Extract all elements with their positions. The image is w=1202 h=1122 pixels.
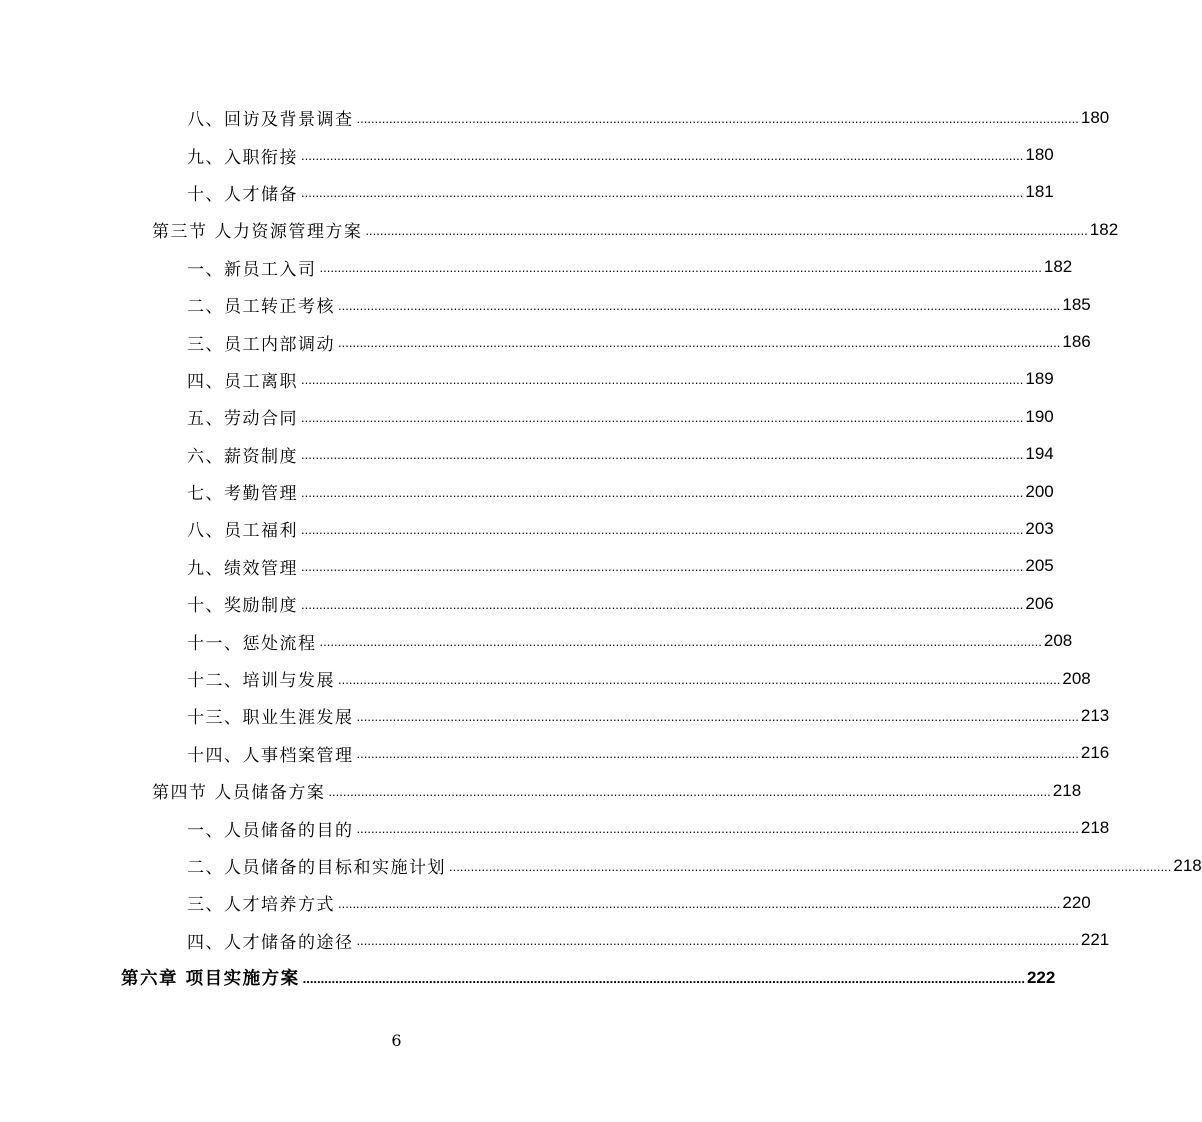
- toc-entry-page: 220: [1062, 892, 1091, 912]
- toc-entry[interactable]: [187, 136, 1054, 173]
- toc-entry[interactable]: [187, 922, 1110, 959]
- toc-entry-page: 182: [1089, 219, 1119, 239]
- dot-leader: ........................................................................................................................................................................................................: [338, 895, 1061, 911]
- toc-entry-title: 十、人才储备: [187, 184, 298, 205]
- toc-entry-title: 第三节 人力资源管理方案: [152, 222, 363, 243]
- toc-entry[interactable]: [187, 735, 1110, 772]
- toc-entry-title: 十、奖励制度: [187, 596, 298, 617]
- toc-entry-title: 一、人员储备的目的: [187, 820, 354, 841]
- toc-entry-page: 189: [1025, 369, 1054, 389]
- toc-entry-title: 七、考勤管理: [187, 484, 298, 505]
- toc-entry-page: 185: [1062, 294, 1091, 314]
- toc-entry[interactable]: [187, 510, 1054, 547]
- dot-leader: ........................................................................................................................................................................................................: [301, 484, 1024, 500]
- toc-entry-title: 九、入职衔接: [187, 147, 298, 168]
- toc-entry-page: 222: [1026, 967, 1056, 987]
- toc-entry-page: 218: [1173, 855, 1202, 875]
- toc-entry-title: 二、人员储备的目标和实施计划: [187, 858, 446, 878]
- toc-entry-page: 203: [1025, 518, 1054, 538]
- toc-entry[interactable]: [187, 809, 1110, 846]
- dot-leader: ........................................................................................................................................................................................................: [301, 447, 1024, 463]
- toc-section-entry[interactable]: [152, 211, 1119, 248]
- toc-entry[interactable]: [187, 174, 1054, 211]
- toc-entry[interactable]: [187, 622, 1073, 659]
- toc-entry-title: 二、员工转正考核: [187, 297, 335, 318]
- dot-leader: ........................................................................................................................................................................................................: [356, 746, 1079, 762]
- toc-entry[interactable]: [187, 286, 1091, 323]
- toc-entry-page: 194: [1025, 444, 1054, 464]
- toc-entry[interactable]: [187, 249, 1073, 286]
- dot-leader: ........................................................................................................................................................................................................: [301, 185, 1024, 201]
- dot-leader: ........................................................................................................................................................................................................: [301, 372, 1024, 388]
- table-of-contents: [0, 99, 1202, 996]
- toc-entry-page: 216: [1080, 743, 1110, 763]
- toc-entry-page: 218: [1052, 780, 1082, 800]
- toc-entry-title: 三、员工内部调动: [187, 334, 335, 355]
- toc-entry-page: 182: [1043, 257, 1073, 277]
- dot-leader: ........................................................................................................................................................................................................: [356, 110, 1079, 126]
- toc-entry-title: 十三、职业生涯发展: [187, 708, 354, 729]
- toc-entry-page: 218: [1080, 818, 1110, 838]
- dot-leader: ........................................................................................................................................................................................................: [365, 222, 1088, 238]
- dot-leader: ........................................................................................................................................................................................................: [356, 933, 1079, 949]
- toc-entry-page: 206: [1025, 593, 1054, 613]
- toc-entry[interactable]: [187, 585, 1054, 622]
- toc-entry[interactable]: [187, 436, 1054, 473]
- toc-entry[interactable]: [187, 99, 1110, 136]
- toc-section-entry[interactable]: [152, 772, 1082, 809]
- page-number: 6: [391, 1031, 402, 1050]
- toc-entry-title: 十一、惩处流程: [187, 633, 317, 654]
- dot-leader: ........................................................................................................................................................................................................: [301, 559, 1024, 575]
- toc-entry-page: 180: [1025, 145, 1054, 165]
- toc-entry-title: 四、员工离职: [187, 371, 298, 392]
- dot-leader: ........................................................................................................................................................................................................: [338, 335, 1061, 351]
- toc-entry-title: 六、薪资制度: [187, 446, 298, 467]
- dot-leader: ........................................................................................................................................................................................................: [319, 260, 1042, 276]
- toc-entry[interactable]: [187, 473, 1054, 510]
- dot-leader: ........................................................................................................................................................................................................: [302, 970, 1025, 986]
- toc-chapter-entry[interactable]: [121, 959, 1056, 996]
- dot-leader: ........................................................................................................................................................................................................: [356, 821, 1079, 837]
- toc-entry-title: 第六章 项目实施方案: [121, 969, 300, 990]
- toc-entry-page: 221: [1080, 930, 1110, 950]
- toc-entry[interactable]: [187, 323, 1091, 360]
- toc-entry-title: 第四节 人员储备方案: [152, 783, 326, 804]
- dot-leader: ........................................................................................................................................................................................................: [338, 297, 1061, 313]
- toc-entry-page: 181: [1025, 182, 1054, 202]
- toc-entry-title: 四、人才储备的途径: [187, 932, 354, 953]
- toc-entry[interactable]: [187, 697, 1110, 734]
- dot-leader: ........................................................................................................................................................................................................: [356, 708, 1079, 724]
- toc-entry-title: 八、员工福利: [187, 521, 298, 542]
- toc-entry[interactable]: [187, 398, 1054, 435]
- toc-entry-title: 三、人才培养方式: [187, 895, 335, 916]
- toc-entry-title: 八、回访及背景调查: [187, 110, 354, 131]
- toc-entry-page: 205: [1025, 556, 1054, 576]
- toc-entry-page: 213: [1080, 705, 1110, 725]
- toc-entry-page: 180: [1080, 107, 1110, 127]
- toc-entry[interactable]: [187, 548, 1054, 585]
- toc-entry-page: 200: [1025, 481, 1054, 501]
- dot-leader: ........................................................................................................................................................................................................: [301, 148, 1024, 164]
- dot-leader: ........................................................................................................................................................................................................: [301, 596, 1024, 612]
- toc-entry-title: 十二、培训与发展: [187, 671, 335, 692]
- dot-leader: ........................................................................................................................................................................................................: [301, 521, 1024, 537]
- toc-entry[interactable]: [187, 847, 1202, 884]
- dot-leader: ........................................................................................................................................................................................................: [301, 409, 1024, 425]
- dot-leader: ........................................................................................................................................................................................................: [319, 634, 1042, 650]
- toc-entry-page: 190: [1025, 406, 1054, 426]
- toc-entry-title: 十四、人事档案管理: [187, 745, 354, 766]
- toc-entry-title: 九、绩效管理: [187, 558, 298, 579]
- toc-entry-page: 186: [1062, 332, 1091, 352]
- toc-entry-title: 五、劳动合同: [187, 409, 298, 430]
- toc-entry[interactable]: [187, 660, 1091, 697]
- toc-entry[interactable]: [187, 884, 1091, 921]
- toc-entry[interactable]: [187, 361, 1054, 398]
- dot-leader: ........................................................................................................................................................................................................: [338, 671, 1061, 687]
- toc-entry-page: 208: [1062, 668, 1091, 688]
- dot-leader: ........................................................................................................................................................................................................: [328, 783, 1051, 799]
- toc-entry-title: 一、新员工入司: [187, 259, 317, 280]
- toc-entry-page: 208: [1043, 631, 1073, 651]
- dot-leader: ........................................................................................................................................................................................................: [449, 858, 1172, 874]
